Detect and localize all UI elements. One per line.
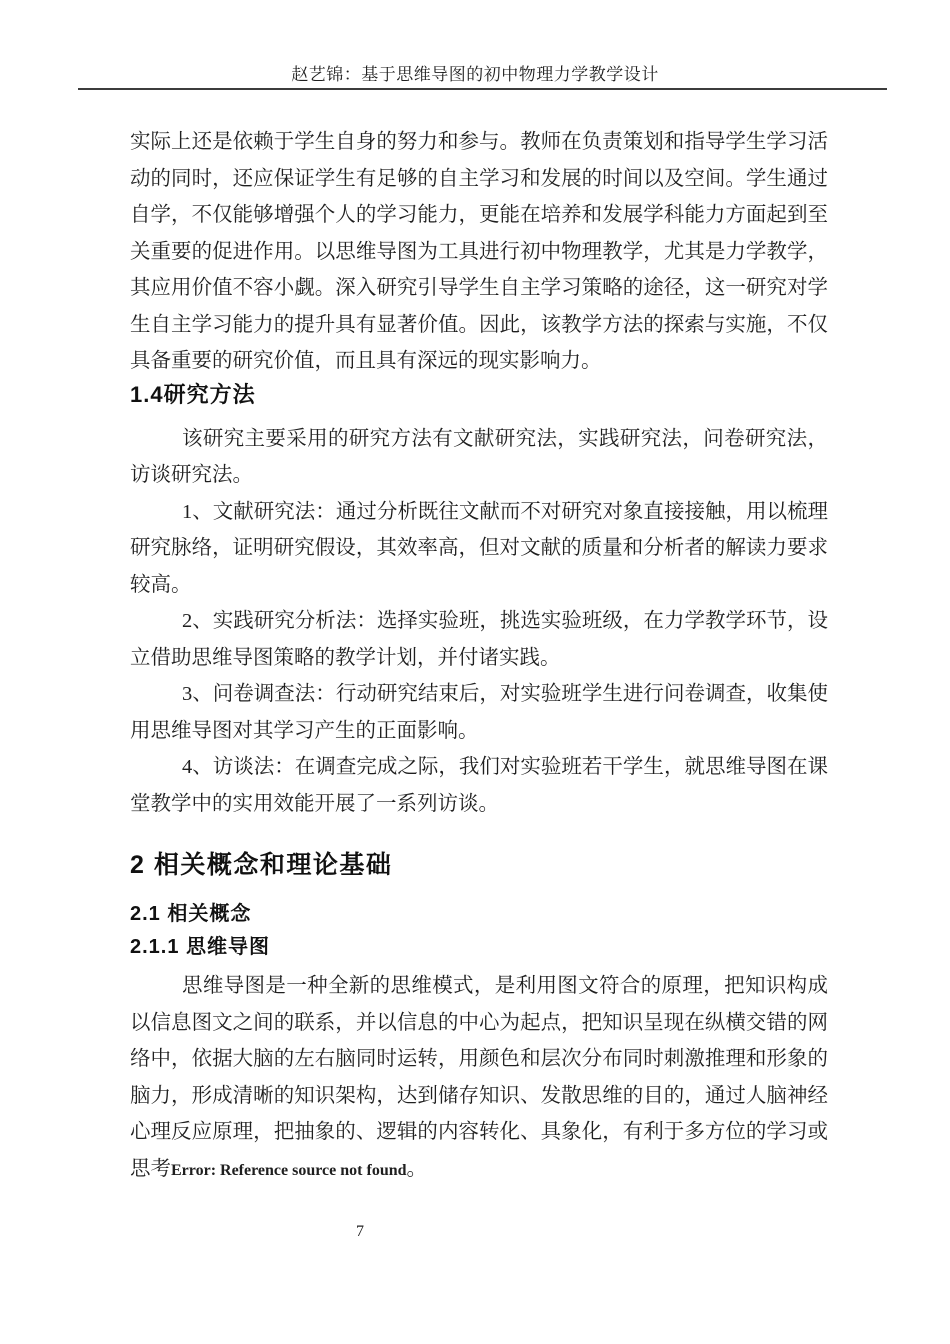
paragraph-methods-intro: 该研究主要采用的研究方法有文献研究法，实践研究法，问卷研究法，访谈研究法。 [130, 427, 828, 486]
running-header-title: 赵艺锦：基于思维导图的初中物理力学教学设计 [291, 65, 659, 84]
heading-2-1-related-concepts: 2.1 相关概念 [130, 903, 252, 925]
paragraph-method-questionnaire: 3、问卷调查法：行动研究结束后，对实验班学生进行问卷调查，收集使用思维导图对其学习产生的正面影响。 [130, 683, 828, 742]
paragraph-method-interview: 4、访谈法：在调查完成之际，我们对实验班若干学生，就思维导图在课堂教学中的实用效能开展了一系列访谈。 [130, 756, 828, 815]
mindmap-definition-period: 。 [406, 1157, 428, 1180]
paragraph-method-literature: 1、文献研究法：通过分析既往文献而不对研究对象直接接触，用以梳理研究脉络，证明研究假设，其效率高，但对文献的质量和分析者的解读力要求较高。 [130, 500, 828, 596]
header-rule [78, 88, 887, 90]
heading-chapter-2: 2 相关概念和理论基础 [130, 851, 393, 879]
paragraph-continuation: 实际上还是依赖于学生自身的努力和参与。教师在负责策划和指导学生学习活动的同时，还应保证学生有足够的自主学习和发展的时间以及空间。学生通过自学，不仅能够增强个人的学习能力，更能在培养和发展学科能力方面起到至关重要的促进作用。以思维导图为工具进行初中物理教学，尤其是力学教学，其应用价值不容小觑。深入研究引导学生自主学习策略的途径，这一研究对学生自主学习能力的提升具有显著价值。因此，该教学方法的探索与实施，不仅具备重要的研究价值，而且具有深远的现实影响力。 [130, 131, 828, 372]
page-number: 7 [356, 1223, 364, 1240]
paragraph-mindmap-definition [130, 968, 828, 1189]
page-body [130, 124, 828, 1189]
paragraph-method-practice: 2、实践研究分析法：选择实验班，挑选实验班级，在力学教学环节，设立借助思维导图策略的教学计划，并付诸实践。 [130, 610, 828, 669]
mindmap-definition-text: 思维导图是一种全新的思维模式，是利用图文符合的原理，把知识构成以信息图文之间的联系，并以信息的中心为起点，把知识呈现在纵横交错的网络中，依据大脑的左右脑同时运转，用颜色和层次分布同时刺激推理和形象的脑力，形成清晰的知识架构，达到储存知识、发散思维的目的，通过人脑神经心理反应原理，把抽象的、逻辑的内容转化、具象化，有利于多方位的学习或思考 [130, 975, 828, 1180]
heading-1-4-research-methods: 1.4研究方法 [130, 381, 256, 407]
heading-2-1-1-mind-map: 2.1.1 思维导图 [130, 936, 271, 958]
reference-error-text: Error: Reference source not found [171, 1161, 407, 1179]
